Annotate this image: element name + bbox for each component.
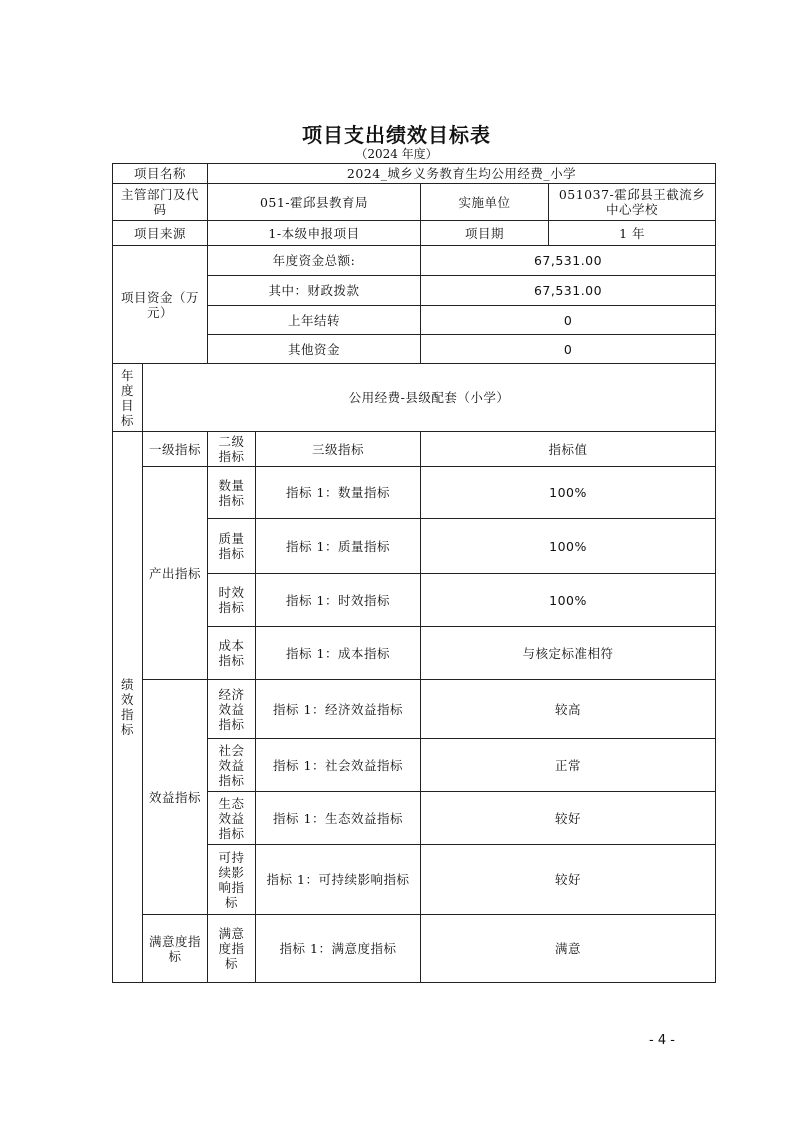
level2-cell: 满意度指标 xyxy=(208,915,256,983)
level3-cell: 指标 1：可持续影响指标 xyxy=(256,845,421,915)
funds-carryover-value: 0 xyxy=(421,306,716,335)
value-cell: 正常 xyxy=(421,739,716,792)
source-value: 1-本级申报项目 xyxy=(208,221,421,246)
funds-fiscal-label: 其中：财政拨款 xyxy=(208,276,421,306)
level2-cell: 质量指标 xyxy=(208,519,256,574)
level3-cell: 指标 1：时效指标 xyxy=(256,574,421,627)
group-satisfaction: 满意度指标 xyxy=(143,915,208,983)
annual-goal-label: 年度目标 xyxy=(113,364,143,432)
source-label: 项目来源 xyxy=(113,221,208,246)
annual-goal-text: 公用经费-县级配套（小学） xyxy=(143,364,716,432)
value-cell: 100% xyxy=(421,574,716,627)
header-value: 指标值 xyxy=(421,432,716,467)
value-cell: 100% xyxy=(421,519,716,574)
level3-cell: 指标 1：满意度指标 xyxy=(256,915,421,983)
value-cell: 100% xyxy=(421,467,716,519)
period-value: 1 年 xyxy=(549,221,716,246)
level2-cell: 生态效益指标 xyxy=(208,792,256,845)
value-cell: 满意 xyxy=(421,915,716,983)
level3-cell: 指标 1：成本指标 xyxy=(256,627,421,680)
perf-label: 绩效指标 xyxy=(113,432,143,983)
table-subtitle: （2024 年度） xyxy=(355,147,438,161)
level3-cell: 指标 1：质量指标 xyxy=(256,519,421,574)
project-name-label: 项目名称 xyxy=(113,164,208,184)
funds-total-value: 67,531.00 xyxy=(421,246,716,276)
dept-label: 主管部门及代码 xyxy=(113,184,208,221)
level2-cell: 社会效益指标 xyxy=(208,739,256,792)
impl-unit-value: 051037-霍邱县王截流乡中心学校 xyxy=(549,184,716,221)
funds-fiscal-value: 67,531.00 xyxy=(421,276,716,306)
header-level1: 一级指标 xyxy=(143,432,208,467)
value-cell: 与核定标准相符 xyxy=(421,627,716,680)
header-level3: 三级指标 xyxy=(256,432,421,467)
funds-label: 项目资金（万元） xyxy=(113,246,208,364)
period-label: 项目期 xyxy=(421,221,549,246)
level3-cell: 指标 1：数量指标 xyxy=(256,467,421,519)
performance-goal-table xyxy=(112,163,716,983)
level2-cell: 可持续影响指标 xyxy=(208,845,256,915)
header-level2: 二级指标 xyxy=(208,432,256,467)
value-cell: 较好 xyxy=(421,845,716,915)
table-title: 项目支出绩效目标表 xyxy=(302,123,491,147)
value-cell: 较好 xyxy=(421,792,716,845)
level2-cell: 时效指标 xyxy=(208,574,256,627)
funds-other-label: 其他资金 xyxy=(208,335,421,364)
page-number: - 4 - xyxy=(649,1033,675,1048)
impl-unit-label: 实施单位 xyxy=(421,184,549,221)
level3-cell: 指标 1：生态效益指标 xyxy=(256,792,421,845)
level3-cell: 指标 1：社会效益指标 xyxy=(256,739,421,792)
funds-total-label: 年度资金总额: xyxy=(208,246,421,276)
group-output: 产出指标 xyxy=(143,467,208,680)
level2-cell: 经济效益指标 xyxy=(208,680,256,739)
group-benefit: 效益指标 xyxy=(143,680,208,915)
project-name-value: 2024_城乡义务教育生均公用经费_小学 xyxy=(208,164,716,184)
funds-carryover-label: 上年结转 xyxy=(208,306,421,335)
dept-value: 051-霍邱县教育局 xyxy=(208,184,421,221)
funds-other-value: 0 xyxy=(421,335,716,364)
level3-cell: 指标 1：经济效益指标 xyxy=(256,680,421,739)
level2-cell: 成本指标 xyxy=(208,627,256,680)
level2-cell: 数量指标 xyxy=(208,467,256,519)
value-cell: 较高 xyxy=(421,680,716,739)
